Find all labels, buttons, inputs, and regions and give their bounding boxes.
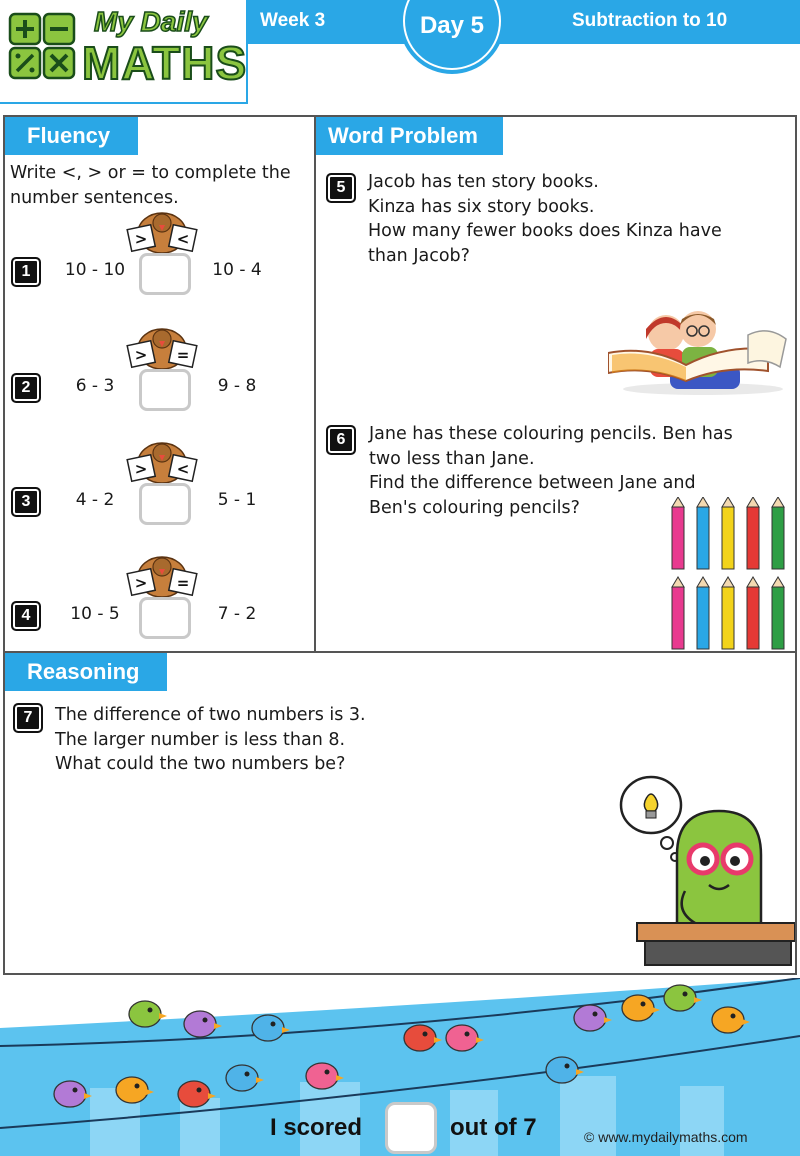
question-number-7: 7 [13,703,43,733]
math-operators-icon [8,12,78,82]
sign-left: > [134,574,148,592]
left-expression: 10 - 5 [70,604,120,624]
q6-line: Find the difference between Jane and [369,473,696,493]
q6-line: Jane has these colouring pencils. Ben has [369,424,733,444]
left-expression: 4 - 2 [75,490,115,510]
fluency-title: Fluency [5,117,138,155]
sign-left: > [134,346,148,364]
right-expression: 10 - 4 [212,260,262,280]
q6-line: Ben's colouring pencils? [369,497,580,518]
word-problem-panel [316,115,797,653]
reasoning-title: Reasoning [5,653,167,691]
answer-box-1[interactable] [139,253,191,295]
sign-right: = [176,574,190,592]
answer-box-4[interactable] [139,597,191,639]
score-total: out of 7 [450,1114,537,1141]
day-label: Day 5 [419,12,485,39]
question-number-6: 6 [326,425,356,455]
q5-line: How many fewer books does Kinza have [368,221,722,241]
question-number-2: 2 [11,373,41,403]
question-number-1: 1 [11,257,41,287]
question-number-3: 3 [11,487,41,517]
q7-line: The difference of two numbers is 3. [55,705,366,725]
fluency-instruction: Write <, > or = to complete the number sentences. [10,163,291,208]
left-expression: 6 - 3 [75,376,115,396]
fluency-panel [3,115,316,653]
week-label: Week 3 [260,10,326,31]
copyright: © www.mydailymaths.com [584,1129,748,1145]
pencil-icon [747,497,759,569]
answer-box-3[interactable] [139,483,191,525]
q6-line: two less than Jane. [369,448,535,469]
score-label: I scored [270,1114,363,1141]
question-7-text [55,703,366,777]
left-expression: 10 - 10 [64,260,126,280]
topic-label: Subtraction to 10 [572,10,728,31]
logo-title-line2: MATHS [82,37,248,89]
question-number-4: 4 [11,601,41,631]
q7-line: The larger number is less than 8. [55,729,346,750]
sign-left: > [134,230,148,248]
question-5-text [368,170,722,268]
q5-line: than Jacob? [368,245,470,266]
kids-reading-illustration [608,305,793,397]
pencil-icon [697,577,709,649]
right-expression: 7 - 2 [217,604,257,624]
pencil-icon [722,577,734,649]
right-expression: 5 - 1 [217,490,257,510]
word-problem-title: Word Problem [316,117,503,155]
pencil-icon [747,577,759,649]
score-input-box[interactable] [385,1102,437,1154]
sign-right: < [176,230,190,248]
pencil-icon [772,497,784,569]
pencil-icon [772,577,784,649]
logo-title-line1: My Daily [94,6,208,37]
right-expression: 9 - 8 [217,376,257,396]
logo [0,0,248,104]
answer-box-2[interactable] [139,369,191,411]
question-number-5: 5 [326,173,356,203]
colouring-pencils-illustration [668,497,792,651]
pencil-icon [672,497,684,569]
q5-line: Kinza has six story books. [368,196,595,217]
q5-line: Jacob has ten story books. [368,172,599,192]
sign-left: > [134,460,148,478]
thinking-cactus-illustration [615,771,795,971]
sign-right: = [176,346,190,364]
sign-right: < [176,460,190,478]
pencil-icon [672,577,684,649]
reasoning-panel [3,653,797,975]
pencil-icon [722,497,734,569]
q7-line: What could the two numbers be? [55,754,346,774]
pencil-icon [697,497,709,569]
